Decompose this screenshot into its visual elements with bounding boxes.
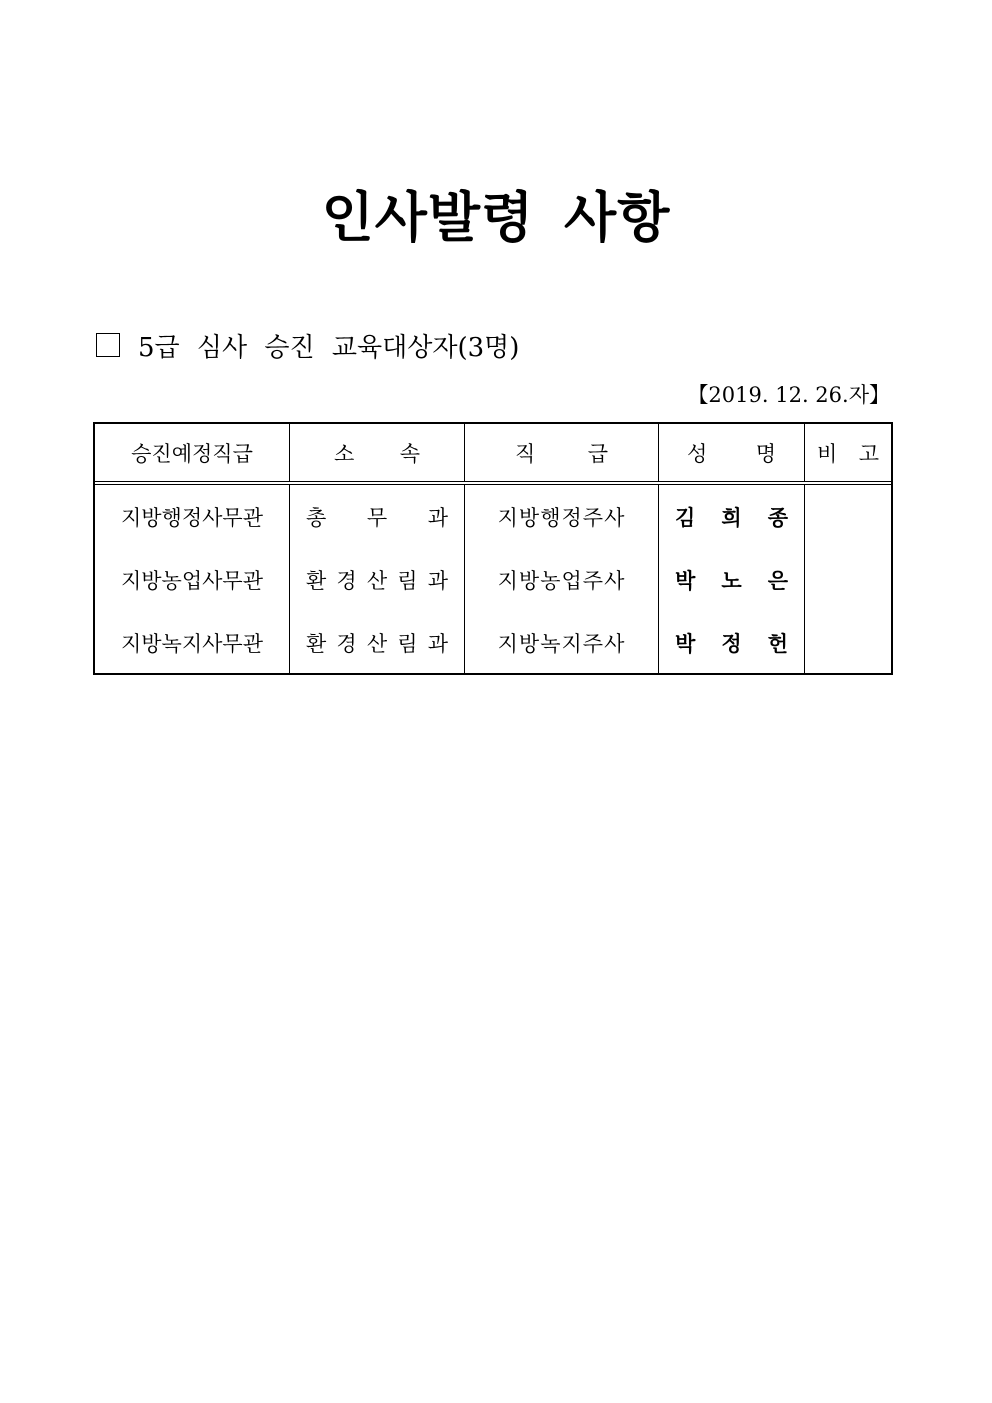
cell-rank: 지방농업주사	[465, 548, 659, 611]
cell-promotion-position: 지방행정사무관	[95, 483, 290, 548]
cell-rank: 지방녹지주사	[465, 611, 659, 674]
header-rank: 직 급	[465, 424, 659, 483]
cell-remarks	[805, 548, 892, 611]
cell-name: 박 노 은	[659, 548, 805, 611]
cell-name: 박 정 헌	[659, 611, 805, 674]
cell-promotion-position: 지방농업사무관	[95, 548, 290, 611]
cell-name: 김 희 종	[659, 483, 805, 548]
effective-date: 【2019. 12. 26.자】	[687, 383, 890, 407]
cell-remarks	[805, 611, 892, 674]
cell-department: 환 경 산 림 과	[290, 611, 465, 674]
personnel-table	[93, 422, 893, 675]
cell-department: 환 경 산 림 과	[290, 548, 465, 611]
header-remarks: 비 고	[805, 424, 892, 483]
checkbox-square-icon	[96, 333, 120, 357]
cell-rank: 지방행정주사	[465, 483, 659, 548]
cell-remarks	[805, 483, 892, 548]
cell-department: 총 무 과	[290, 483, 465, 548]
section-heading-text: 5급 심사 승진 교육대상자(3명)	[138, 332, 520, 363]
cell-promotion-position: 지방녹지사무관	[95, 611, 290, 674]
section-heading	[96, 325, 519, 365]
page-title: 인사발령 사항	[321, 186, 671, 249]
header-department: 소 속	[290, 424, 465, 483]
table-row	[95, 548, 891, 611]
table-row	[95, 483, 891, 548]
header-name: 성 명	[659, 424, 805, 483]
table-row	[95, 611, 891, 674]
header-promotion-position: 승진예정직급	[95, 424, 290, 483]
table-header-row	[95, 424, 891, 483]
